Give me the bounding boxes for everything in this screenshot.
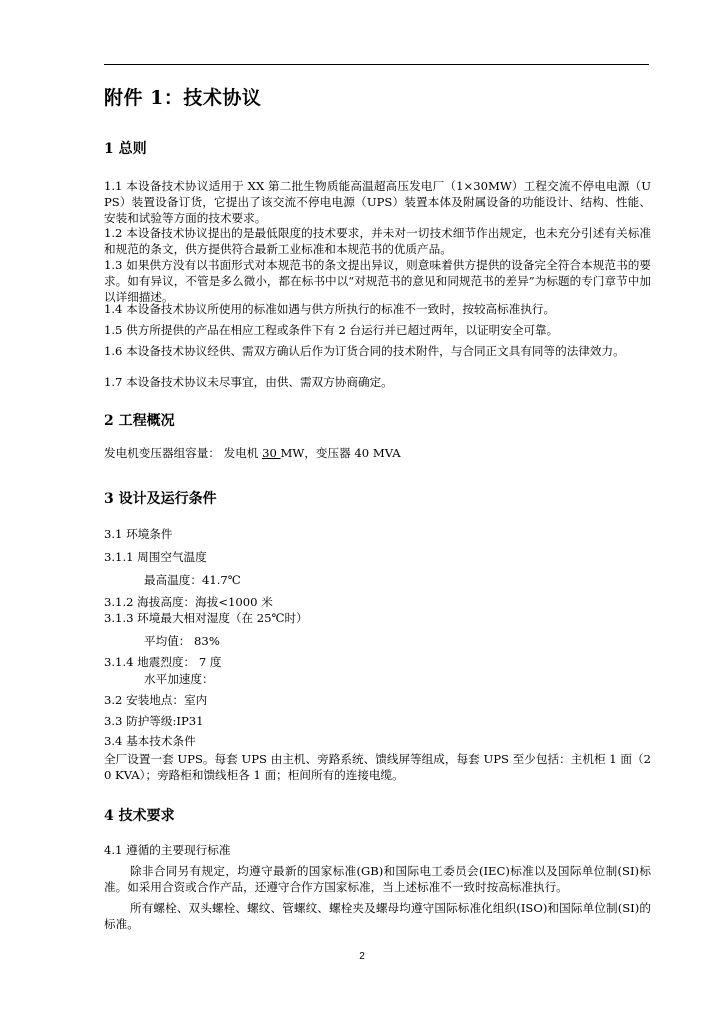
generator-capacity-value: 30 bbox=[262, 446, 281, 460]
capacity-label: 发电机变压器组容量： 发电机 bbox=[104, 446, 263, 460]
altitude-line: 3.1.2 海拔高度：海拔<1000 米 bbox=[104, 595, 273, 609]
seismic-line: 3.1.4 地震烈度： 7 度 bbox=[104, 655, 222, 669]
env-conditions-line: 3.1 环境条件 bbox=[104, 527, 173, 541]
ambient-temp-line: 3.1.1 周围空气温度 bbox=[104, 550, 207, 564]
section-1-heading: 1 总则 bbox=[104, 141, 147, 157]
section-4-paragraph-2: 所有螺栓、双头螺栓、螺纹、管螺纹、螺栓夹及螺母均遵守国际标准化组织(ISO)和国际单位制(SI)的标准。 bbox=[104, 901, 651, 931]
protection-class-line: 3.3 防护等级:IP31 bbox=[104, 714, 204, 728]
section-1-paragraph-2: 1.2 本设备技术协议提出的是最低限度的技术要求，并未对一切技术细节作出规定，也未充分引述有关标准和规范的条文，供方提供符合最新工业标准和本规范书的优质产品。 bbox=[104, 226, 651, 256]
section-1-paragraph-6: 1.6 本设备技术协议经供、需双方确认后作为订货合同的技术附件，与合同正文具有同等的法律效力。 bbox=[104, 344, 625, 358]
section-4-paragraph-1: 除非合同另有规定，均遵守最新的国家标准(GB)和国际电工委员会(IEC)标准以及国际单位制(SI)标准。如采用合资或合作产品，还遵守合作方国家标准，当上述标准不一致时按高标准执行。 bbox=[104, 864, 651, 894]
avg-humidity-line: 平均值： 83% bbox=[144, 634, 220, 648]
section-1-paragraph-5: 1.5 供方所提供的产品在相应工程或条件下有 2 台运行并已超过两年，以证明安全可靠。 bbox=[104, 323, 559, 337]
capacity-suffix: MW，变压器 40 MVA bbox=[280, 446, 401, 460]
horizontal-accel-line: 水平加速度： bbox=[144, 672, 214, 686]
section-4-heading: 4 技术要求 bbox=[104, 808, 175, 824]
page-number: 2 bbox=[359, 951, 365, 962]
header-rule bbox=[104, 64, 649, 65]
basic-tech-conditions-line: 3.4 基本技术条件 bbox=[104, 734, 196, 748]
section-2-heading: 2 工程概况 bbox=[104, 413, 175, 429]
section-1-paragraph-3: 1.3 如果供方没有以书面形式对本规范书的条文提出异议，则意味着供方提供的设备完全符合本规范书的要求。如有异议，不管是多么微小，都在标书中以“对规范书的意见和同规范书的差异”为标题的专门章节中加以详细描述。 bbox=[104, 258, 651, 304]
document-title: 附件 1：技术协议 bbox=[104, 87, 262, 109]
humidity-line: 3.1.3 环境最大相对湿度（在 25℃时） bbox=[104, 611, 308, 625]
install-location-line: 3.2 安装地点：室内 bbox=[104, 693, 208, 707]
section-1-paragraph-1: 1.1 本设备技术协议适用于 XX 第二批生物质能高温超高压发电厂（1×30MW）工程交流不停电电源（UPS）装置设备订货，它提出了该交流不停电电源（UPS）装置本体及附属设备的功能设计、结构、性能、安装和试验等方面的技术要求。 bbox=[104, 179, 651, 225]
section-1-paragraph-7: 1.7 本设备技术协议未尽事宜，由供、需双方协商确定。 bbox=[104, 375, 393, 389]
section-1-paragraph-4: 1.4 本设备技术协议所使用的标准如遇与供方所执行的标准不一致时，按较高标准执行。 bbox=[104, 302, 556, 316]
standards-line: 4.1 遵循的主要现行标准 bbox=[104, 843, 231, 857]
section-3-paragraph: 全厂设置一套 UPS。每套 UPS 由主机、旁路系统、馈线屏等组成，每套 UPS 至少包括：主机柜 1 面（20 KVA）；旁路柜和馈线柜各 1 面；柜间所有的连接电缆。 bbox=[104, 752, 651, 782]
max-temp-line: 最高温度：41.7℃ bbox=[144, 573, 241, 587]
capacity-line bbox=[104, 445, 401, 461]
section-3-heading: 3 设计及运行条件 bbox=[104, 491, 217, 507]
